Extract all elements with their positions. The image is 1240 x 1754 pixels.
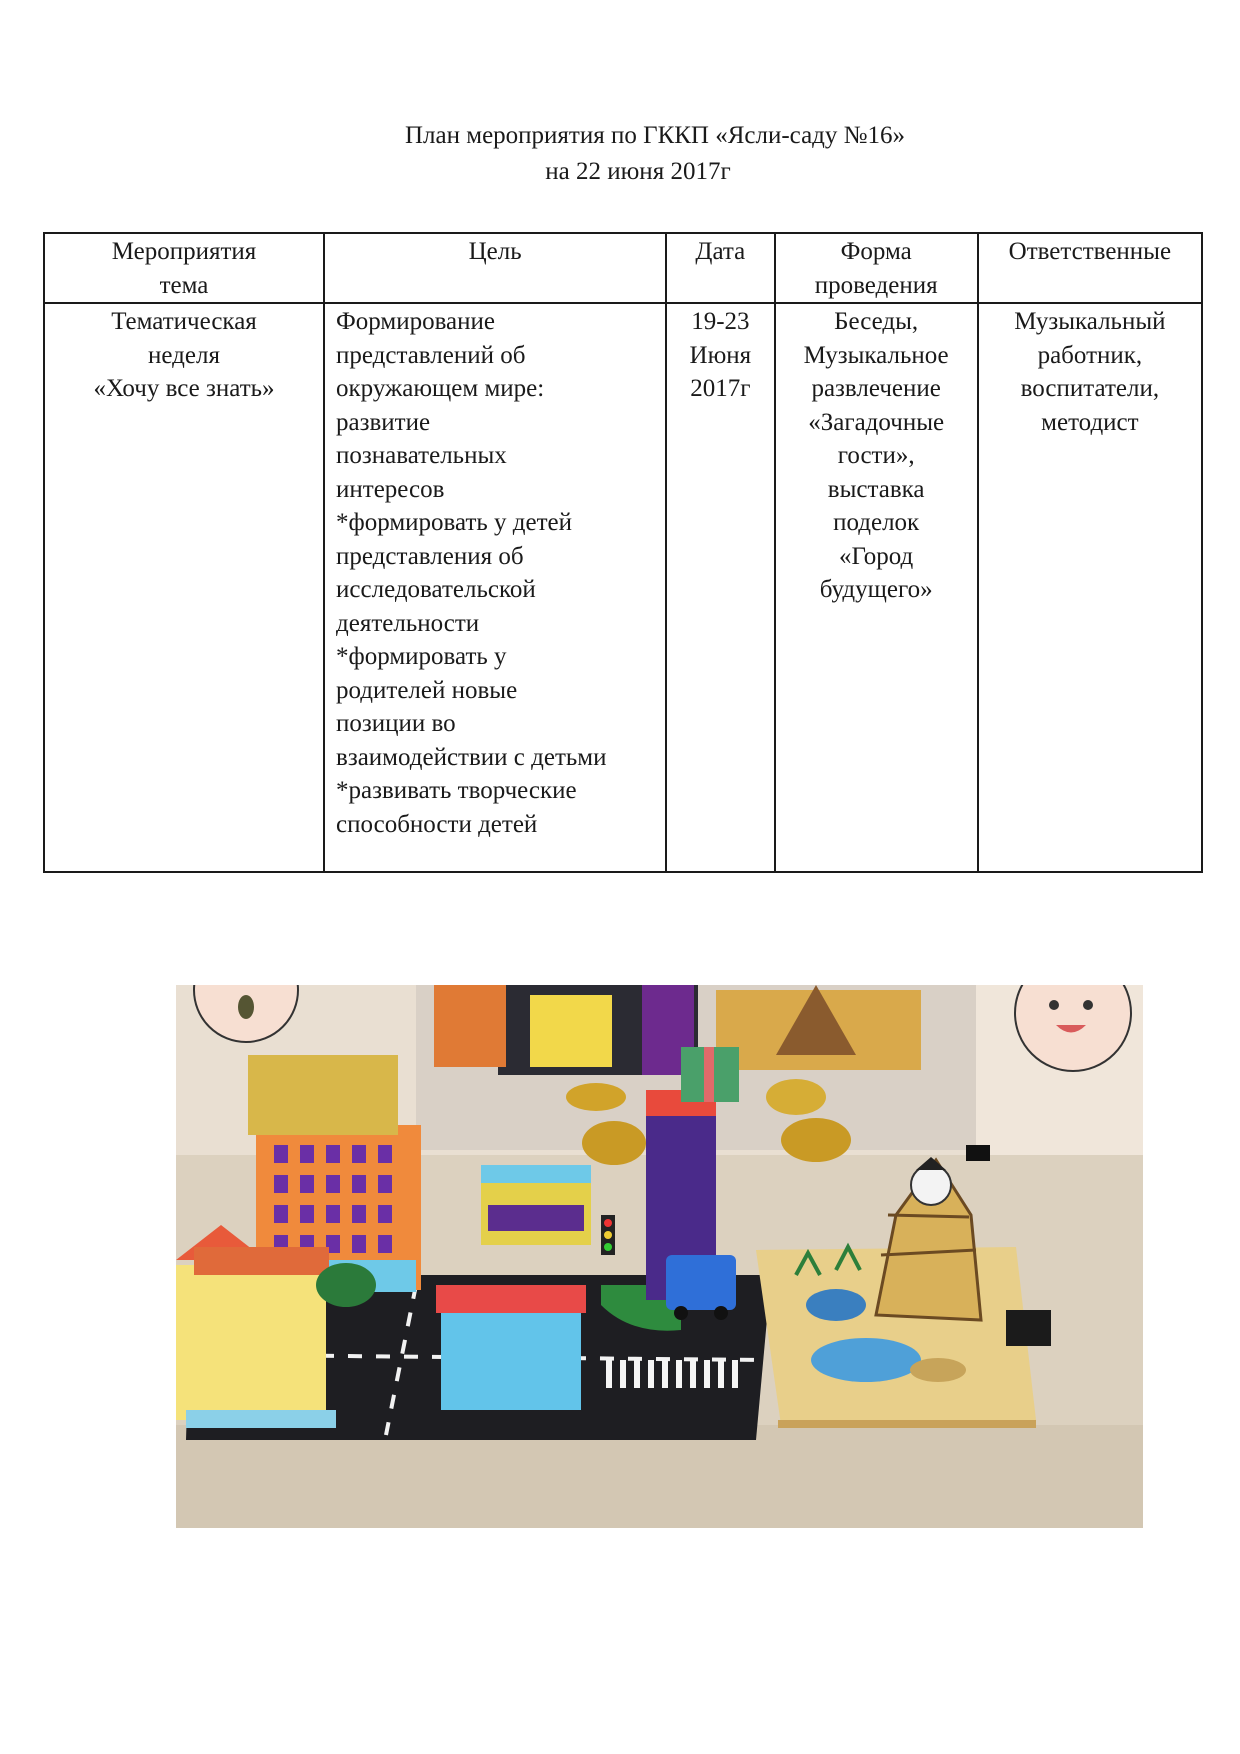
- cell-date: 19-23 Июня 2017г: [666, 303, 774, 872]
- document-title: [0, 118, 1240, 190]
- cell-responsible: Музыкальный работник, воспитатели, методист: [978, 303, 1202, 872]
- title-line-2: на 22 июня 2017г: [545, 158, 731, 185]
- header-form: Форма проведения: [775, 233, 978, 303]
- cell-goal: Формирование представлений об окружающем мире: развитие познавательных интересов *формировать у детей представления об исследовательской деятельности *формировать у родителей новые позиции во взаимодействии с детьми *развивать творческие способности детей: [324, 303, 666, 872]
- title-line-1: План мероприятия по ГККП «Ясли-саду №16»: [405, 122, 905, 149]
- table-row: [44, 303, 1202, 872]
- header-goal: Цель: [324, 233, 666, 303]
- header-date: Дата: [666, 233, 774, 303]
- city-of-future-photo: [176, 985, 1143, 1528]
- header-event-topic: Мероприятия тема: [44, 233, 324, 303]
- cell-form: Беседы, Музыкальное развлечение «Загадочные гости», выставка поделок «Город будущего»: [775, 303, 978, 872]
- plan-table: [43, 232, 1203, 873]
- table-header-row: [44, 233, 1202, 303]
- header-responsible: Ответственные: [978, 233, 1202, 303]
- cell-event-topic: Тематическая неделя «Хочу все знать»: [44, 303, 324, 872]
